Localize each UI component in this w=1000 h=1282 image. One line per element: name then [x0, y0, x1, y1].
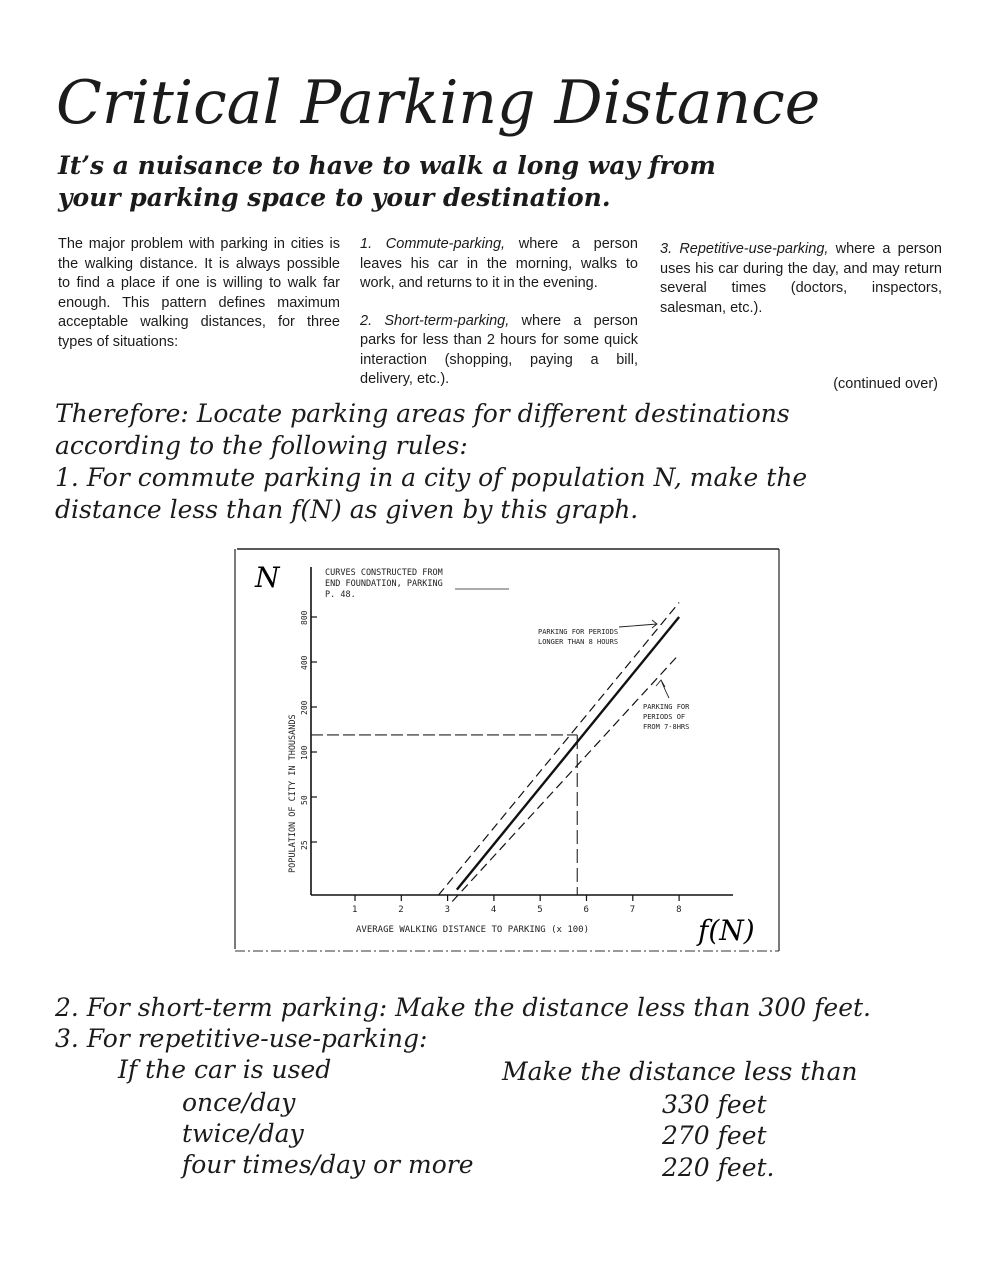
table-dist: 220 feet. [662, 1153, 775, 1182]
item-repetitive-term: 3. Repetitive-use-parking, [660, 241, 829, 257]
therefore-line: according to the following rules: [55, 431, 468, 460]
y-tick-label: 800 [300, 610, 309, 625]
y-tick-label: 50 [300, 795, 309, 805]
x-tick-label: 2 [398, 905, 404, 915]
label-from-line: FROM 7-8HRS [643, 723, 690, 731]
y-axis-label: POPULATION OF CITY IN THOUSANDS [288, 714, 298, 873]
table-use: once/day [182, 1088, 296, 1117]
x-tick-label: 5 [537, 905, 543, 915]
table-dist: 270 feet [662, 1121, 767, 1150]
x-tick-label: 4 [490, 905, 497, 915]
intro-paragraph: The major problem with parking in cities is the walking distance. It is always possible to find a place if one is willing to walk far enough. This pattern defines maximum acceptable walking distances, for three types of situations: [58, 236, 340, 350]
item-short-term-term: 2. Short-term-parking, [360, 312, 510, 329]
item-repetitive [660, 240, 942, 318]
chart-lines [311, 603, 679, 902]
table-head-left: If the car is used [118, 1055, 332, 1084]
y-tick-label: 200 [300, 700, 309, 715]
item-repetitive-text: where a person uses his car during the day, and may return several times (doctors, inspectors, salesman, etc.). [660, 241, 942, 316]
table-use: twice/day [182, 1119, 304, 1148]
item-commute [360, 235, 638, 294]
table-head-right: Make the distance less than [502, 1057, 858, 1086]
intro-column-1 [58, 235, 340, 364]
page-title: Critical Parking Distance [56, 68, 821, 138]
rules-block [55, 992, 955, 1054]
x-axis-label: AVERAGE WALKING DISTANCE TO PARKING (x 100) [356, 925, 589, 935]
y-tick-label: 400 [300, 655, 309, 670]
series-line [457, 617, 679, 890]
therefore-line: Therefore: Locate parking areas for different destinations [55, 399, 790, 428]
parking-distance-chart [233, 547, 781, 956]
x-tick-label: 3 [444, 905, 451, 915]
table-use: four times/day or more [182, 1150, 474, 1179]
x-tick-label: 8 [676, 905, 682, 915]
therefore-line: distance less than f(N) as given by this graph. [55, 495, 639, 524]
label-from-line: PARKING FOR [643, 703, 690, 711]
intro-column-3 [660, 240, 942, 330]
series-line [452, 654, 679, 901]
label-from-arrow [656, 680, 669, 698]
continued-note: (continued over) [833, 376, 938, 392]
label-from-line: PERIODS OF [643, 713, 686, 721]
rule-repetitive: 3. For repetitive-use-parking: [55, 1024, 428, 1053]
x-tick-label: 6 [583, 905, 589, 915]
label-longer-line: PARKING FOR PERIODS [538, 628, 619, 636]
item-commute-text: where a person leaves his car in the morning, walks to work, and returns to it in the evening. [360, 236, 638, 291]
series-line [438, 603, 679, 896]
chart-axes [311, 567, 733, 895]
label-longer-line: LONGER THAN 8 HOURS [538, 638, 619, 646]
item-short-term-text: where a person parks for less than 2 hours for some quick interaction (shopping, paying a bill, delivery, etc.). [360, 312, 638, 387]
table-dist: 330 feet [662, 1090, 767, 1119]
x-axis-symbol: f(N) [698, 914, 755, 947]
source-note-line: END FOUNDATION, PARKING [325, 579, 443, 589]
x-tick-label: 7 [629, 905, 636, 915]
source-note-line: CURVES CONSTRUCTED FROM [325, 568, 443, 578]
chart-ticks [300, 610, 682, 915]
y-tick-label: 25 [300, 840, 309, 850]
y-axis-symbol: N [255, 561, 280, 594]
therefore-line: 1. For commute parking in a city of population N, make the [55, 463, 808, 492]
source-note-line: P. 48. [325, 590, 356, 600]
rule-short-term: 2. For short-term parking: Make the distance less than 300 feet. [55, 993, 871, 1022]
x-tick-label: 1 [352, 905, 358, 915]
y-tick-label: 100 [300, 745, 309, 760]
therefore-block [55, 398, 875, 526]
page-subtitle: It’s a nuisance to have to walk a long way from your parking space to your destination. [58, 151, 716, 212]
label-longer-arrow [619, 620, 657, 628]
item-commute-term: 1. Commute-parking, [360, 236, 506, 252]
item-short-term [360, 312, 638, 390]
intro-column-2 [360, 235, 638, 402]
